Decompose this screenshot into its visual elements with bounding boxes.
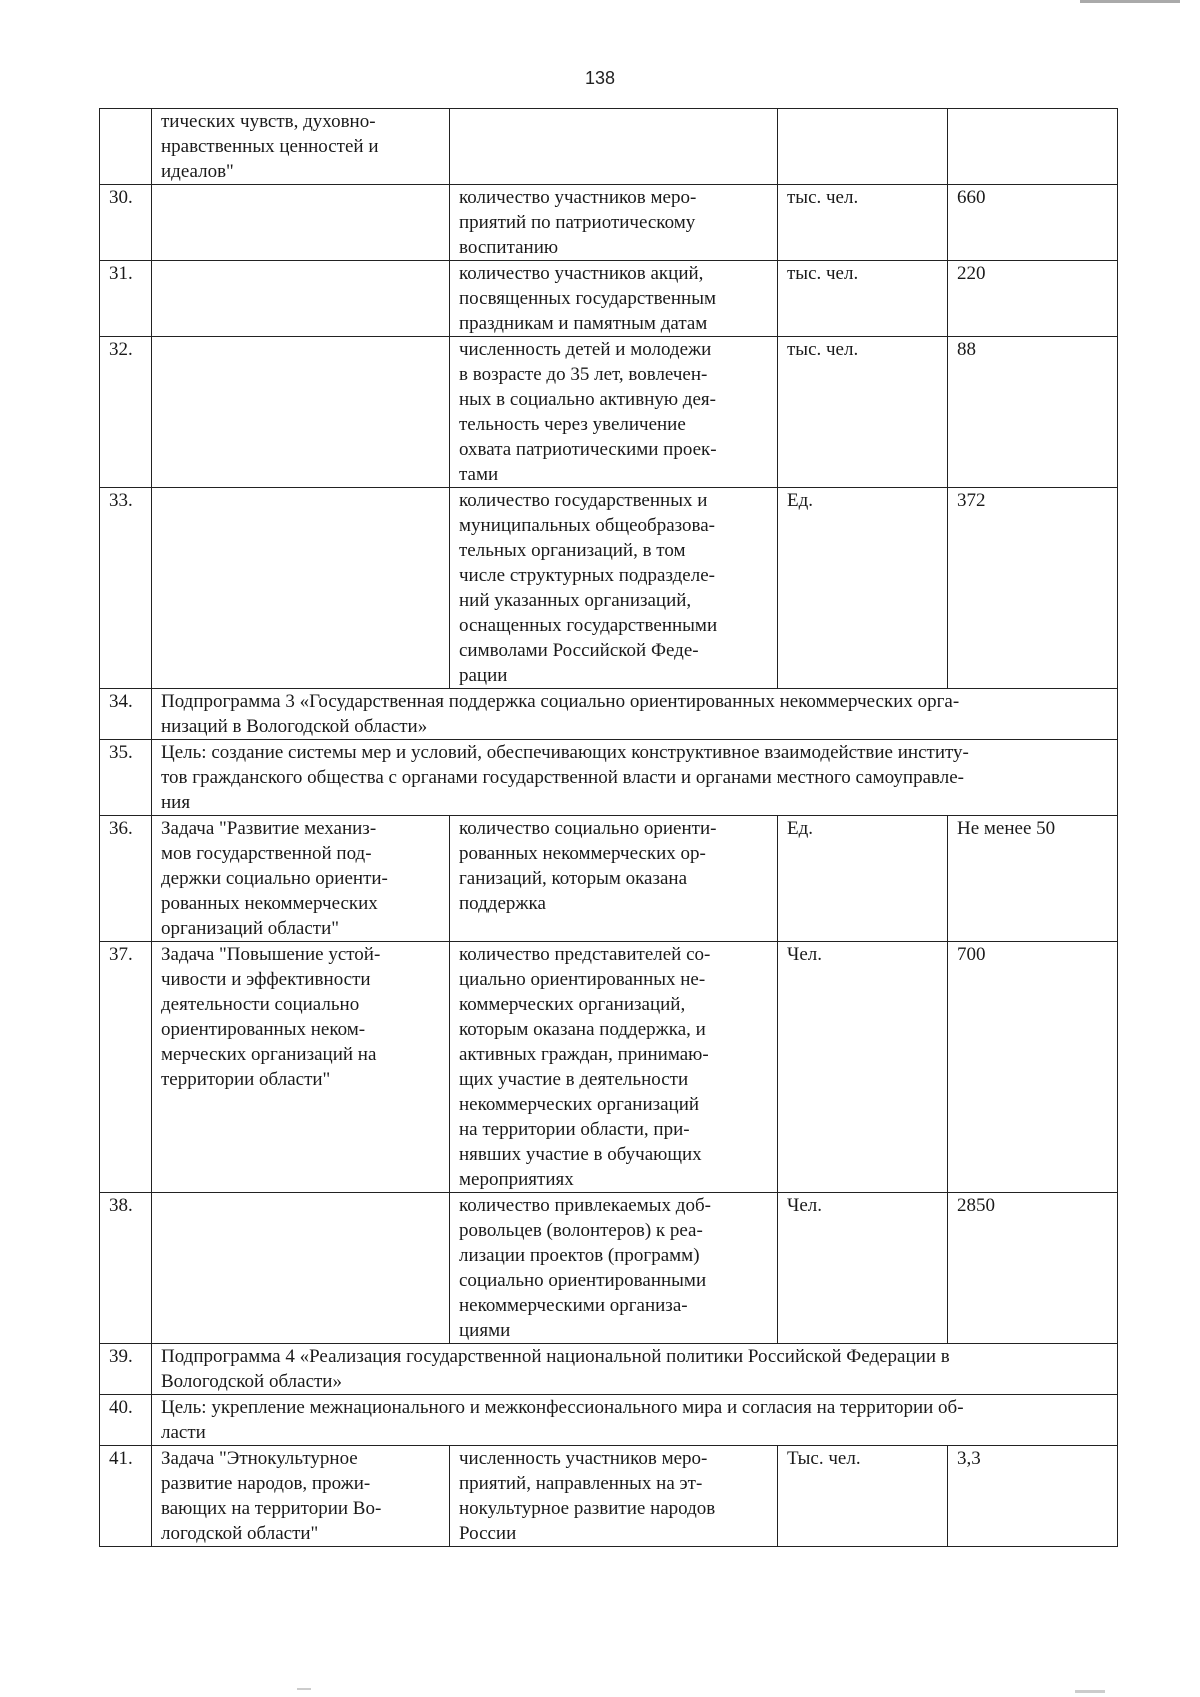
table-row	[100, 488, 1118, 689]
value-cell	[948, 337, 1118, 488]
row-number-cell	[100, 488, 152, 689]
value-cell	[948, 185, 1118, 261]
value-cell	[948, 261, 1118, 337]
indicator-cell	[450, 816, 778, 942]
task-cell-text: Задача "Развитие механиз- мов государственной под- держки социально ориенти- рованных некоммерческих организаций области"	[161, 818, 388, 939]
value-cell-text: 660	[957, 187, 986, 208]
unit-cell	[778, 261, 948, 337]
unit-cell-text: тыс. чел.	[787, 187, 859, 208]
row-number-cell-text: 39.	[109, 1346, 133, 1367]
scan-edge-mark	[1080, 0, 1180, 9]
indicator-cell-text: количество участников меро- приятий по патриотическому воспитанию	[459, 187, 697, 258]
value-cell-text: 3,3	[957, 1448, 981, 1469]
task-cell-text: Задача "Этнокультурное развитие народов, прожи- вающих на территории Во- логодской области"	[161, 1448, 382, 1544]
table-row	[100, 942, 1118, 1193]
row-number-cell	[100, 816, 152, 942]
section-heading-cell-text: Подпрограмма 4 «Реализация государственной национальной политики Российской Федерации в Вологодской области»	[161, 1346, 950, 1392]
page-number: 138	[584, 68, 616, 88]
row-number-cell-text: 37.	[109, 944, 133, 965]
unit-cell	[778, 337, 948, 488]
indicator-cell	[450, 1446, 778, 1547]
row-number-cell-text: 32.	[109, 339, 133, 360]
row-number-cell-text: 30.	[109, 187, 133, 208]
unit-cell	[778, 816, 948, 942]
table-row	[100, 337, 1118, 488]
task-cell	[152, 185, 450, 261]
value-cell	[948, 942, 1118, 1193]
value-cell-text: 2850	[957, 1195, 995, 1216]
table-row	[100, 1344, 1118, 1395]
table-row	[100, 261, 1118, 337]
indicator-cell-text: количество участников акций, посвященных государственным праздникам и памятным датам	[459, 263, 716, 334]
row-number-cell	[100, 942, 152, 1193]
section-heading-cell	[152, 740, 1118, 816]
indicator-cell	[450, 337, 778, 488]
value-cell	[948, 109, 1118, 185]
value-cell-text: 700	[957, 944, 986, 965]
value-cell-text: 372	[957, 490, 986, 511]
value-cell	[948, 1446, 1118, 1547]
unit-cell-text: Тыс. чел.	[787, 1448, 861, 1469]
section-heading-cell-text: Цель: создание системы мер и условий, обеспечивающих конструктивное взаимодействие институ- тов гражданского общества с органами государственной власти и органами местного самоуправле- ния	[161, 742, 969, 813]
value-cell	[948, 1193, 1118, 1344]
unit-cell	[778, 185, 948, 261]
row-number-cell-text: 34.	[109, 691, 133, 712]
row-number-cell	[100, 1193, 152, 1344]
indicators-table	[99, 108, 1118, 1547]
task-cell	[152, 1446, 450, 1547]
unit-cell	[778, 109, 948, 185]
table-row	[100, 1395, 1118, 1446]
table-row	[100, 816, 1118, 942]
value-cell	[948, 816, 1118, 942]
row-number-cell	[100, 109, 152, 185]
row-number-cell	[100, 185, 152, 261]
row-number-cell	[100, 740, 152, 816]
indicator-cell	[450, 185, 778, 261]
section-heading-cell	[152, 1395, 1118, 1446]
table-row	[100, 1446, 1118, 1547]
indicator-cell	[450, 488, 778, 689]
indicator-cell	[450, 1193, 778, 1344]
task-cell	[152, 942, 450, 1193]
value-cell-text: 88	[957, 339, 976, 360]
unit-cell	[778, 1446, 948, 1547]
indicator-cell-text: количество государственных и муниципальных общеобразова- тельных организаций, в том числе структурных подразделе- ний указанных организаций, оснащенных государственными символами Российской Феде- рации	[459, 490, 718, 686]
row-number-cell-text: 31.	[109, 263, 133, 284]
section-heading-cell	[152, 689, 1118, 740]
section-heading-cell	[152, 1344, 1118, 1395]
unit-cell	[778, 488, 948, 689]
task-cell	[152, 488, 450, 689]
unit-cell-text: Чел.	[787, 944, 823, 965]
table-row	[100, 109, 1118, 185]
indicator-cell-text: численность участников меро- приятий, направленных на эт- нокультурное развитие народов России	[459, 1448, 716, 1544]
section-heading-cell-text: Цель: укрепление межнационального и межконфессионального мира и согласия на территории об- ласти	[161, 1397, 964, 1443]
row-number-cell-text: 36.	[109, 818, 133, 839]
task-cell	[152, 109, 450, 185]
row-number-cell	[100, 1344, 152, 1395]
task-cell	[152, 816, 450, 942]
row-number-cell	[100, 1446, 152, 1547]
value-cell-text: 220	[957, 263, 986, 284]
row-number-cell	[100, 689, 152, 740]
row-number-cell-text: 35.	[109, 742, 133, 763]
indicator-cell	[450, 109, 778, 185]
value-cell-text: Не менее 50	[957, 818, 1056, 839]
scan-speck	[1075, 1690, 1105, 1693]
unit-cell-text: тыс. чел.	[787, 339, 859, 360]
value-cell	[948, 488, 1118, 689]
row-number-cell-text: 41.	[109, 1448, 133, 1469]
table-row	[100, 1193, 1118, 1344]
unit-cell	[778, 1193, 948, 1344]
task-cell	[152, 261, 450, 337]
unit-cell-text: Ед.	[787, 818, 814, 839]
row-number-cell	[100, 337, 152, 488]
indicator-cell-text: количество социально ориенти- рованных некоммерческих ор- ганизаций, которым оказана поддержка	[459, 818, 717, 914]
task-cell-text: тических чувств, духовно- нравственных ценностей и идеалов"	[161, 111, 379, 182]
scan-speck	[297, 1688, 311, 1690]
task-cell	[152, 337, 450, 488]
row-number-cell-text: 40.	[109, 1397, 133, 1418]
indicator-cell-text: численность детей и молодежи в возрасте до 35 лет, вовлечен- ных в социально активную дея- тельность через увеличение охвата патриотическими проек- тами	[459, 339, 717, 485]
indicator-cell	[450, 261, 778, 337]
row-number-cell-text: 33.	[109, 490, 133, 511]
section-heading-cell-text: Подпрограмма 3 «Государственная поддержка социально ориентированных некоммерческих орга- низаций в Вологодской области»	[161, 691, 960, 737]
unit-cell-text: тыс. чел.	[787, 263, 859, 284]
row-number-cell-text: 38.	[109, 1195, 133, 1216]
indicator-cell-text: количество привлекаемых доб- ровольцев (волонтеров) к реа- лизации проектов (программ) социально ориентированными некоммерческими организа- циями	[459, 1195, 711, 1341]
indicator-cell-text: количество представителей со- циально ориентированных не- коммерческих организаций, которым оказана поддержка, и активных граждан, принимаю- щих участие в деятельности некоммерческих организаций на территории области, при- нявших участие в обучающих мероприятиях	[459, 944, 711, 1190]
indicator-cell	[450, 942, 778, 1193]
task-cell-text: Задача "Повышение устой- чивости и эффективности деятельности социально ориентированных неком- мерческих организаций на территории области"	[161, 944, 381, 1090]
table-body	[100, 109, 1118, 1547]
table-row	[100, 689, 1118, 740]
unit-cell	[778, 942, 948, 1193]
row-number-cell	[100, 1395, 152, 1446]
table-row	[100, 740, 1118, 816]
row-number-cell	[100, 261, 152, 337]
task-cell	[152, 1193, 450, 1344]
unit-cell-text: Ед.	[787, 490, 814, 511]
table-row	[100, 185, 1118, 261]
unit-cell-text: Чел.	[787, 1195, 823, 1216]
